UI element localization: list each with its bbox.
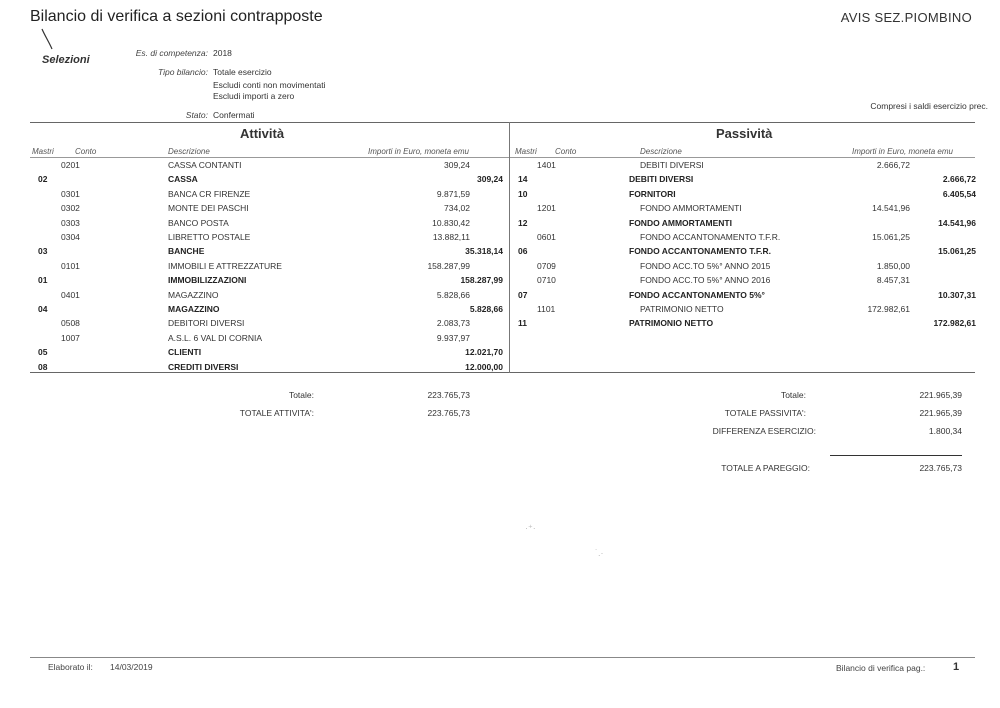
liabilities-row-amount: 172.982,61 [867,304,910,314]
liabilities-row-descr: FONDO ACC.TO 5%° ANNO 2016 [640,275,771,286]
assets-row-conto: 0101 [61,260,80,271]
liabilities-row-descr: DEBITI DIVERSI [629,174,694,185]
assets-row-conto: 0304 [61,232,80,242]
assets-row-amount: 5.828,66 [436,289,470,300]
assets-row-amount: 2.083,73 [436,318,470,329]
liabilities-row-descr: FORNITORI [629,188,676,199]
liabilities-row-conto: 0710 [537,275,556,286]
assets-row-descr: CLIENTI [168,347,202,358]
scan-smudge: ˙.· [595,548,604,558]
assets-row-amount: 734,02 [444,203,470,214]
assets-row-amount: 5.828,66 [469,304,503,314]
liabilities-row-descr: PATRIMONIO NETTO [629,318,714,329]
liabilities-row-conto: 1201 [537,203,556,214]
liabilities-row-amount: 1.850,00 [876,260,910,271]
balance-rule [830,455,962,456]
type-value: Totale esercizio [213,67,272,77]
liabilities-row-amount: 10.307,31 [938,289,976,300]
liabilities-row-mastro: 07 [518,289,528,300]
difference-label: DIFFERENZA ESERCIZIO: [712,426,816,436]
liabilities-row-descr: FONDO ACCANTONAMENTO 5%° [629,289,765,300]
scan-smudge: ·⁺· [525,523,536,533]
assets-row-amount: 35.318,14 [465,246,503,257]
assets-row-conto: 0508 [61,318,80,329]
report-title: Bilancio di verifica a sezioni contrapposte [30,8,323,25]
footer-rule [30,657,975,658]
assets-grand-total-label: TOTALE ATTIVITA': [239,408,314,418]
liabilities-row-mastro: 12 [518,217,528,228]
balance-note: Compresi i saldi esercizio prec. [870,101,988,111]
assets-row-descr: BANCA CR FIRENZE [168,188,251,199]
assets-row-conto: 0303 [61,217,80,228]
assets-row-amount: 13.882,11 [432,232,470,242]
organization-name: AVIS SEZ.PIOMBINO [840,10,972,25]
liabilities-total-value: 221.965,39 [919,390,962,400]
assets-row-conto: 0201 [61,160,80,170]
assets-row-amount: 12.021,70 [465,347,503,358]
assets-col-conto: Conto [75,147,97,156]
liabilities-row-descr: FONDO ACC.TO 5%° ANNO 2015 [640,260,771,271]
assets-row-amount: 9.871,59 [436,188,470,199]
assets-row-descr: IMMOBILI E ATTREZZATURE [168,260,282,271]
liabilities-row-amount: 2.666,72 [876,160,910,170]
liabilities-row-conto: 0601 [537,232,556,242]
liabilities-title: Passività [716,126,773,141]
liabilities-total-label: Totale: [780,390,806,400]
assets-row-conto: 1007 [61,332,80,343]
liabilities-col-amount: Importi in Euro, moneta emu [852,147,953,156]
liabilities-row-descr: FONDO AMMORTAMENTI [640,203,742,214]
liabilities-grand-total-value: 221.965,39 [919,408,962,418]
liabilities-row-mastro: 11 [518,318,527,329]
assets-row-amount: 309,24 [477,174,503,185]
liabilities-row-descr: FONDO ACCANTONAMENTO T.F.R. [629,246,771,257]
liabilities-col-mastro: Mastri [515,147,537,156]
assets-row-conto: 0301 [61,188,80,199]
page-label: Bilancio di verifica pag.: [836,663,926,673]
liabilities-row-conto: 1101 [537,304,556,314]
assets-row-conto: 0302 [61,203,80,214]
assets-row-amount: 12.000,00 [465,361,503,372]
assets-row-amount: 158.287,99 [460,275,503,286]
assets-col-descr: Descrizione [168,147,210,156]
assets-row-descr: CASSA CONTANTI [168,160,242,170]
assets-row-mastro: 04 [38,304,48,314]
assets-total-value: 223.765,73 [427,390,470,400]
option-exclude-unmoved: Escludi conti non movimentati [213,80,326,90]
liabilities-row-conto: 1401 [537,160,556,170]
liabilities-row-descr: FONDO AMMORTAMENTI [629,217,732,228]
balance-total-label: TOTALE A PAREGGIO: [721,463,810,473]
assets-row-mastro: 01 [38,275,48,286]
liabilities-row-descr: DEBITI DIVERSI [640,160,704,170]
liabilities-row-amount: 15.061,25 [872,232,910,242]
assets-row-descr: DEBITORI DIVERSI [168,318,245,329]
table-bottom-rule [30,372,975,373]
elaborated-label: Elaborato il: [48,662,93,672]
liabilities-row-mastro: 06 [518,246,528,257]
header-bottom-rule [30,157,975,158]
liabilities-col-descr: Descrizione [640,147,682,156]
assets-row-conto: 0401 [61,289,80,300]
assets-title: Attività [240,126,285,141]
assets-row-amount: 9.937,97 [436,332,470,343]
liabilities-row-conto: 0709 [537,260,556,271]
assets-row-descr: MAGAZZINO [168,304,220,314]
assets-row-descr: CASSA [168,174,198,185]
column-divider [509,122,510,373]
assets-grand-total-value: 223.765,73 [427,408,470,418]
assets-row-mastro: 02 [38,174,48,185]
assets-row-descr: MONTE DEI PASCHI [168,203,249,214]
liabilities-row-descr: PATRIMONIO NETTO [640,304,724,314]
assets-col-amount: Importi in Euro, moneta emu [368,147,469,156]
option-exclude-zero: Escludi importi a zero [213,91,295,101]
assets-row-descr: BANCHE [168,246,205,257]
competence-value: 2018 [213,48,232,58]
liabilities-row-amount: 2.666,72 [942,174,976,185]
assets-col-mastro: Mastri [32,147,54,156]
assets-row-descr: IMMOBILIZZAZIONI [168,275,247,286]
assets-row-amount: 309,24 [444,160,470,170]
liabilities-grand-total-label: TOTALE PASSIVITA': [724,408,806,418]
state-value: Confermati [213,110,255,120]
state-label: Stato: [185,110,208,120]
assets-row-mastro: 08 [38,361,48,372]
liabilities-row-amount: 14.541,96 [872,203,910,214]
table-top-rule [30,122,975,123]
liabilities-row-amount: 8.457,31 [876,275,910,286]
assets-row-mastro: 05 [38,347,48,358]
assets-row-descr: A.S.L. 6 VAL DI CORNIA [168,332,263,343]
assets-row-descr: MAGAZZINO [168,289,219,300]
assets-row-amount: 10.830,42 [432,217,470,228]
elaborated-date: 14/03/2019 [110,662,153,672]
selections-label: Selezioni [42,54,90,66]
balance-total-value: 223.765,73 [919,463,962,473]
assets-row-descr: BANCO POSTA [168,217,229,228]
assets-row-amount: 158.287,99 [427,260,470,271]
liabilities-row-amount: 15.061,25 [938,246,976,257]
pen-mark-icon [40,28,54,50]
assets-row-descr: CREDITI DIVERSI [168,361,239,372]
competence-label: Es. di competenza: [135,48,208,58]
liabilities-row-mastro: 14 [518,174,528,185]
assets-row-mastro: 03 [38,246,48,257]
page-number: 1 [953,661,960,673]
liabilities-row-mastro: 10 [518,188,528,199]
liabilities-col-conto: Conto [555,147,577,156]
liabilities-row-descr: FONDO ACCANTONAMENTO T.F.R. [640,232,781,242]
liabilities-row-amount: 14.541,96 [938,217,976,228]
assets-total-label: Totale: [288,390,314,400]
liabilities-row-amount: 172.982,61 [933,318,976,329]
assets-row-descr: LIBRETTO POSTALE [168,232,251,242]
liabilities-row-amount: 6.405,54 [942,188,976,199]
type-label: Tipo bilancio: [157,67,208,77]
difference-value: 1.800,34 [928,426,962,436]
